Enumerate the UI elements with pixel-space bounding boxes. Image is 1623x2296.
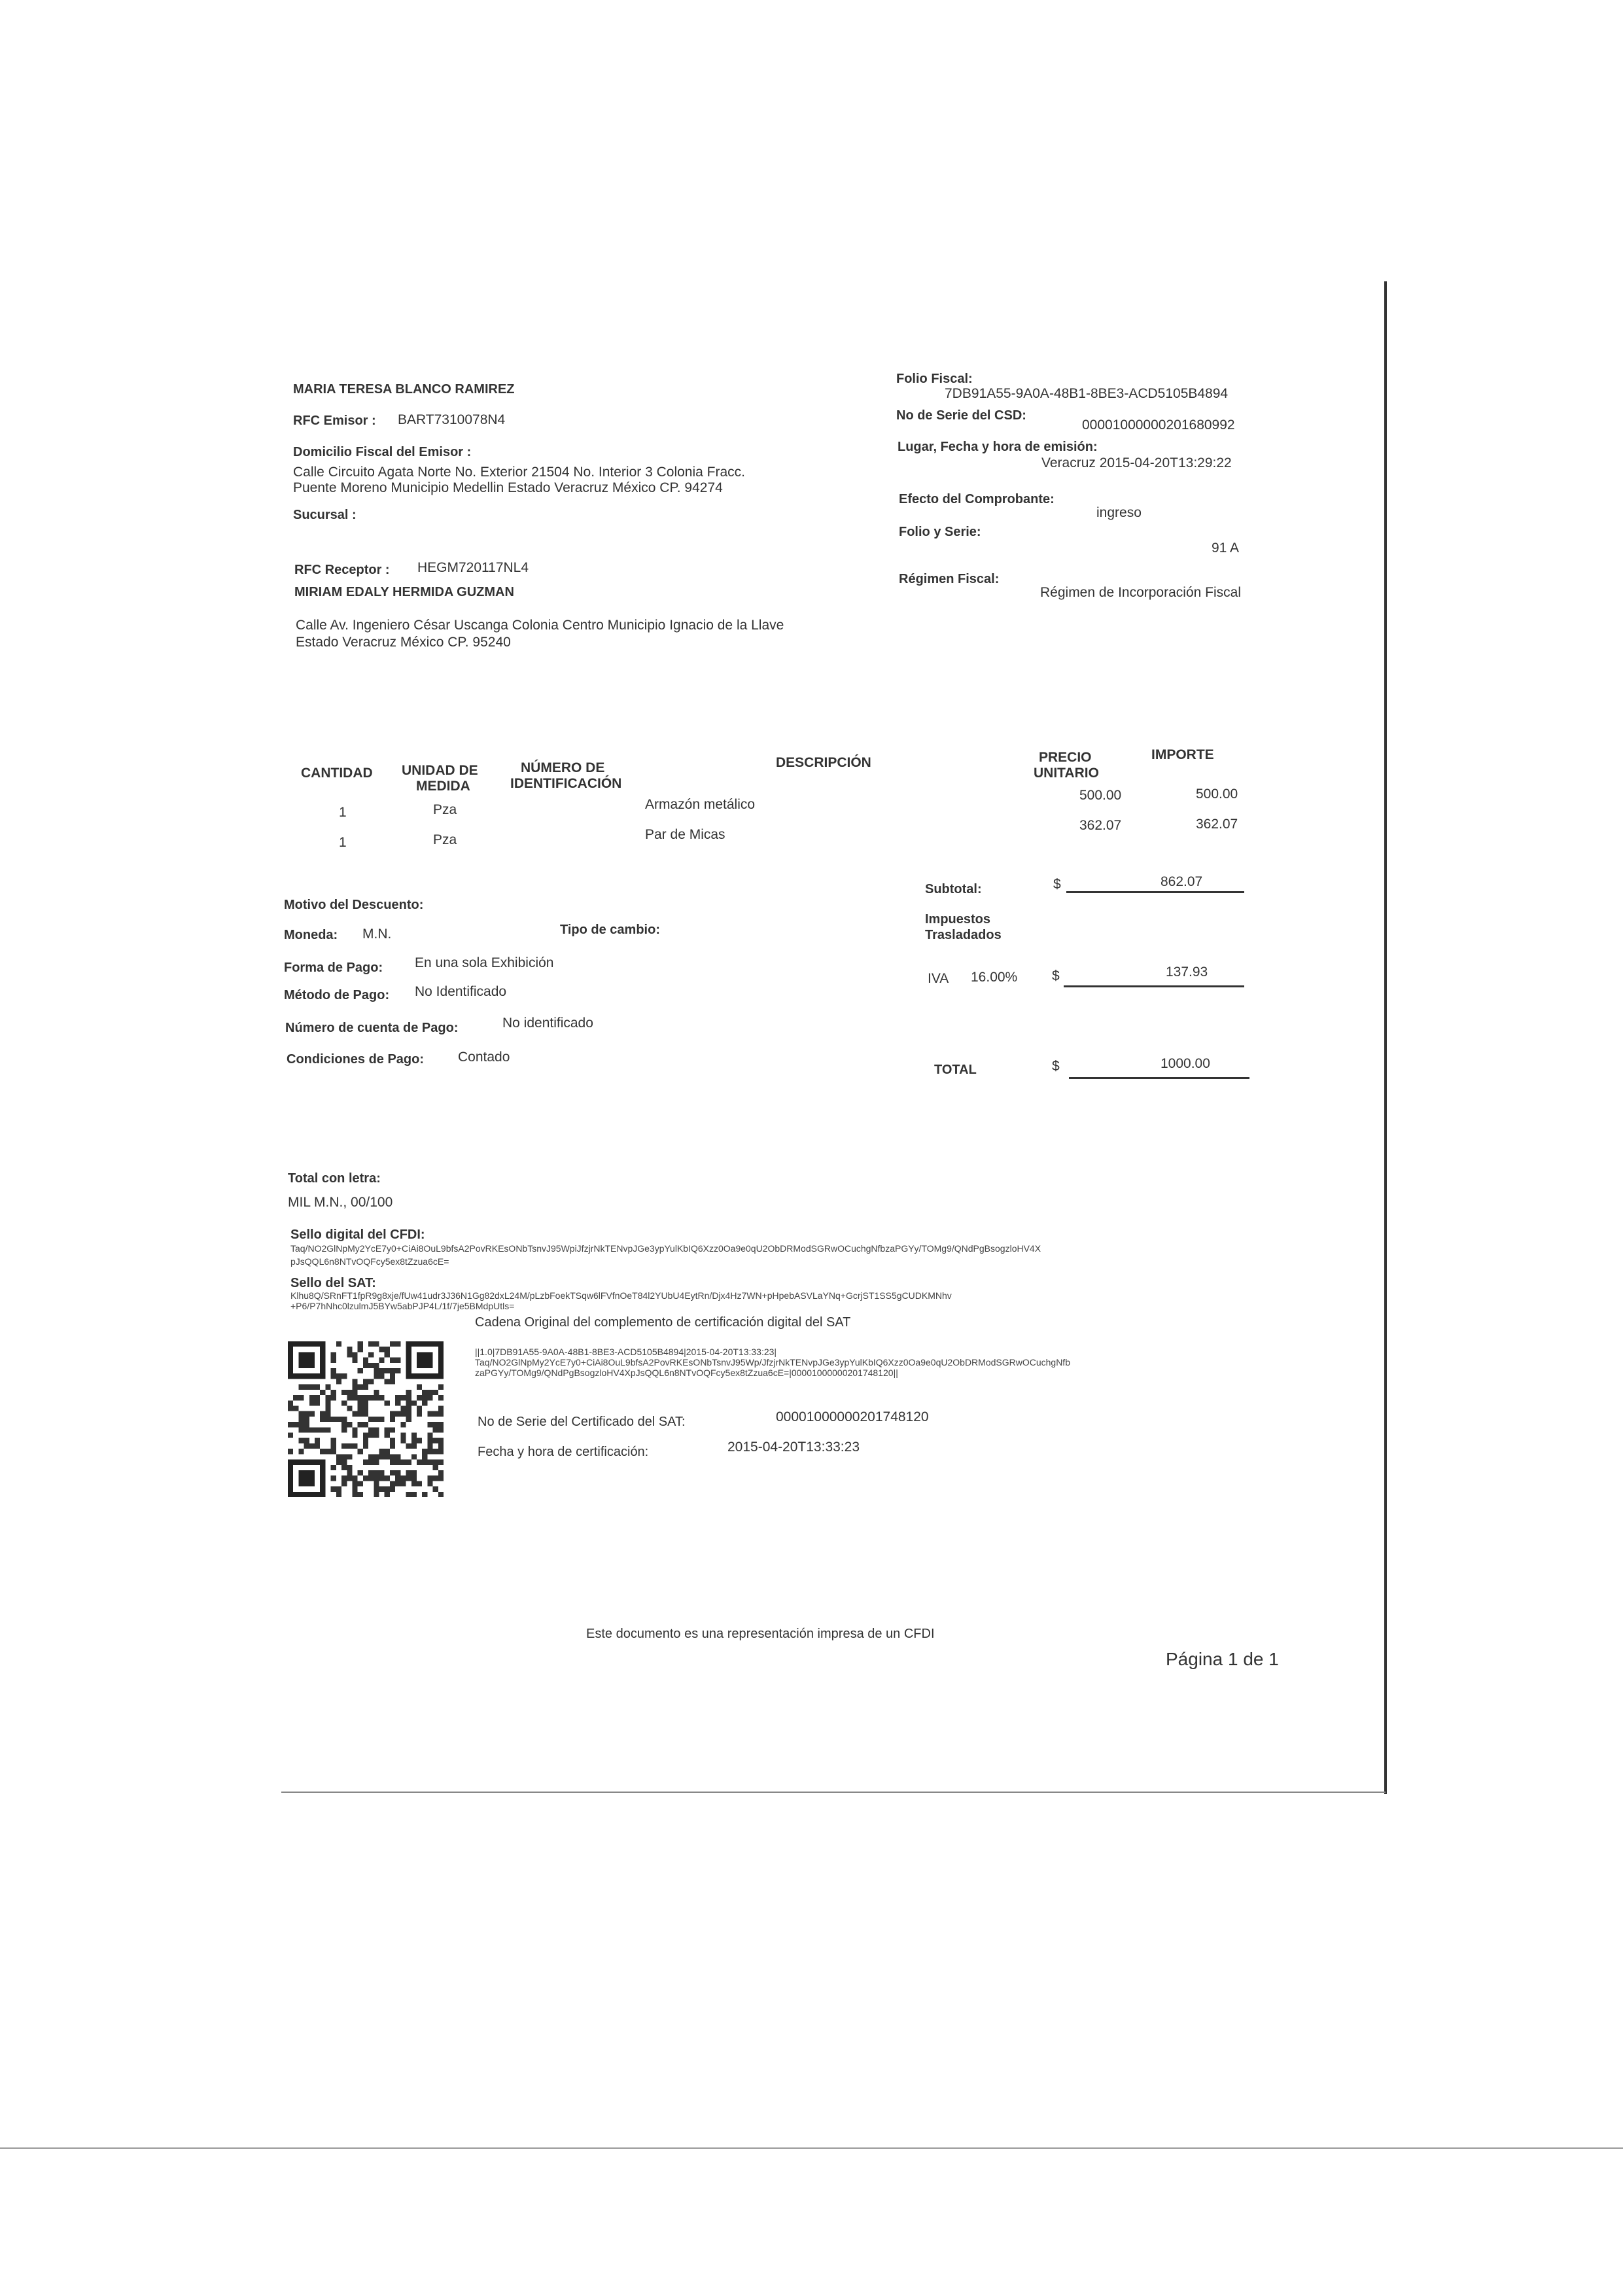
metodo-pago-label: Método de Pago: <box>284 988 390 1002</box>
cadena-linea3: zaPGYy/TOMg9/QNdPgBsogzloHV4XpJsQQL6n8NTvOQFcy5ex8tZzua6cE=|00001000000201748120|| <box>475 1368 898 1378</box>
row-0-unidad: Pza <box>433 802 457 817</box>
efecto-label: Efecto del Comprobante: <box>899 492 1055 506</box>
row-1-unidad: Pza <box>433 832 457 847</box>
receptor-nombre: MIRIAM EDALY HERMIDA GUZMAN <box>294 585 514 599</box>
col-importe: IMPORTE <box>1151 747 1214 762</box>
subtotal-underline <box>1066 891 1244 893</box>
total-letra-label: Total con letra: <box>288 1171 381 1186</box>
folio-serie-label: Folio y Serie: <box>899 525 981 539</box>
domicilio-receptor-linea2: Estado Veracruz México CP. 95240 <box>296 635 511 650</box>
cadena-linea1: ||1.0|7DB91A55-9A0A-48B1-8BE3-ACD5105B4894|2015-04-20T13:33:23| <box>475 1347 777 1357</box>
regimen-value: Régimen de Incorporación Fiscal <box>1040 585 1241 600</box>
impuestos-label-2: Trasladados <box>925 928 1002 942</box>
rfc-receptor-value: HEGM720117NL4 <box>417 560 529 575</box>
col-numero-1: NÚMERO DE <box>521 760 605 775</box>
total-value: 1000.00 <box>1161 1056 1210 1071</box>
cuenta-pago-value: No identificado <box>502 1016 593 1031</box>
iva-underline <box>1064 985 1244 987</box>
iva-label: IVA <box>928 971 949 986</box>
condiciones-pago-value: Contado <box>458 1050 510 1065</box>
metodo-pago-value: No Identificado <box>415 984 507 999</box>
col-descripcion: DESCRIPCIÓN <box>776 755 871 770</box>
motivo-descuento-label: Motivo del Descuento: <box>284 898 424 912</box>
col-cantidad: CANTIDAD <box>301 766 373 781</box>
row-0-importe: 500.00 <box>1196 786 1238 802</box>
condiciones-pago-label: Condiciones de Pago: <box>287 1052 425 1067</box>
emisor-nombre: MARIA TERESA BLANCO RAMIREZ <box>293 382 515 397</box>
cuenta-pago-label: Número de cuenta de Pago: <box>285 1021 459 1035</box>
row-1-precio: 362.07 <box>1079 818 1122 833</box>
total-label: TOTAL <box>934 1063 977 1077</box>
sello-sat-linea1: Klhu8Q/SRnFT1fpR9g8xje/fUw41udr3J36N1Gg82dxL24M/pLzbFoekTSqw6lFVfnOeT84l2YUbU4EytRn/Djx4Hz7WN+pHpebASVLaYNq+GcrjST1SS5gCUDKMNhv <box>290 1290 952 1301</box>
row-1-importe: 362.07 <box>1196 817 1238 832</box>
page-number: Página 1 de 1 <box>1166 1649 1279 1669</box>
impuestos-label-1: Impuestos <box>925 912 991 927</box>
folio-fiscal-value: 7DB91A55-9A0A-48B1-8BE3-ACD5105B4894 <box>945 386 1229 401</box>
col-unidad-2: MEDIDA <box>416 779 470 794</box>
subtotal-currency: $ <box>1053 877 1061 892</box>
row-1-descripcion: Par de Micas <box>645 827 725 842</box>
cert-sat-value: 00001000000201748120 <box>776 1409 929 1424</box>
col-precio-2: UNITARIO <box>1034 766 1099 781</box>
sello-cfdi-linea2: pJsQQL6n8NTvOQFcy5ex8tZzua6cE= <box>290 1256 449 1267</box>
folio-serie-value: 91 A <box>1212 540 1240 556</box>
cadena-original-label: Cadena Original del complemento de certificación digital del SAT <box>475 1315 851 1330</box>
iva-currency: $ <box>1052 968 1060 983</box>
cert-sat-label: No de Serie del Certificado del SAT: <box>478 1415 686 1429</box>
iva-tasa: 16.00% <box>971 970 1018 985</box>
total-currency: $ <box>1052 1059 1060 1074</box>
sello-sat-linea2: +P6/P7hNhc0lzulmJ5BYw5abPJP4L/1f/7je5BMdpUtls= <box>290 1301 515 1311</box>
row-1-cantidad: 1 <box>339 835 347 850</box>
tipo-cambio-label: Tipo de cambio: <box>560 923 660 937</box>
subtotal-label: Subtotal: <box>925 882 982 896</box>
efecto-value: ingreso <box>1096 505 1142 520</box>
total-letra-value: MIL M.N., 00/100 <box>288 1195 393 1210</box>
total-underline <box>1069 1077 1249 1079</box>
sello-cfdi-label: Sello digital del CFDI: <box>290 1227 425 1242</box>
col-precio-1: PRECIO <box>1039 750 1092 765</box>
rfc-emisor-label: RFC Emisor : <box>293 414 376 428</box>
fecha-cert-label: Fecha y hora de certificación: <box>478 1445 649 1459</box>
iva-value: 137.93 <box>1166 964 1208 980</box>
lugar-fecha-label: Lugar, Fecha y hora de emisión: <box>898 440 1098 454</box>
row-0-precio: 500.00 <box>1079 788 1122 803</box>
lugar-fecha-value: Veracruz 2015-04-20T13:29:22 <box>1041 455 1232 470</box>
row-0-descripcion: Armazón metálico <box>645 797 756 812</box>
col-numero-2: IDENTIFICACIÓN <box>510 776 622 791</box>
serie-csd-label: No de Serie del CSD: <box>896 408 1026 423</box>
regimen-label: Régimen Fiscal: <box>899 572 1000 586</box>
page-bottom-border <box>281 1792 1386 1793</box>
domicilio-receptor-linea1: Calle Av. Ingeniero César Uscanga Colonia Centro Municipio Ignacio de la Llave <box>296 618 784 633</box>
serie-csd-value: 00001000000201680992 <box>1082 417 1235 433</box>
sello-sat-label: Sello del SAT: <box>290 1276 376 1290</box>
moneda-label: Moneda: <box>284 928 338 942</box>
rfc-emisor-value: BART7310078N4 <box>398 412 506 427</box>
forma-pago-value: En una sola Exhibición <box>415 955 554 970</box>
leyenda-cfdi: Este documento es una representación impresa de un CFDI <box>586 1627 935 1641</box>
domicilio-emisor-label: Domicilio Fiscal del Emisor : <box>293 445 472 459</box>
subtotal-value: 862.07 <box>1161 874 1203 889</box>
cadena-linea2: Taq/NO2GlNpMy2YcE7y0+CiAi8OuL9bfsA2PovRKEsONbTsnvJ95Wp/JfzjrNkTENvpJGe3ypYulKbIQ6Xzz0Oa9e0qU2ObDRModSGRwOCuchgNfb <box>475 1357 1070 1368</box>
domicilio-emisor-linea1: Calle Circuito Agata Norte No. Exterior 21504 No. Interior 3 Colonia Fracc. <box>293 465 745 480</box>
row-0-cantidad: 1 <box>339 805 347 820</box>
col-unidad-1: UNIDAD DE <box>402 763 478 778</box>
folio-fiscal-label: Folio Fiscal: <box>896 372 973 386</box>
sello-cfdi-linea1: Taq/NO2GlNpMy2YcE7y0+CiAi8OuL9bfsA2PovRKEsONbTsnvJ95WpiJfzjrNkTENvpJGe3ypYulKbIQ6Xzz0Oa9e0qU2ObDRModSGRwOCuchgNfbzaPGYy/TOMg9/QNdPgBsogzloHV4X <box>290 1243 1041 1254</box>
qr-code <box>288 1341 444 1497</box>
page-right-border <box>1384 281 1387 1794</box>
forma-pago-label: Forma de Pago: <box>284 961 383 975</box>
scan-edge-line <box>0 2147 1623 2149</box>
moneda-value: M.N. <box>362 927 392 942</box>
sucursal-label: Sucursal : <box>293 508 357 522</box>
fecha-cert-value: 2015-04-20T13:33:23 <box>727 1439 860 1455</box>
rfc-receptor-label: RFC Receptor : <box>294 563 390 577</box>
domicilio-emisor-linea2: Puente Moreno Municipio Medellin Estado Veracruz México CP. 94274 <box>293 480 723 495</box>
